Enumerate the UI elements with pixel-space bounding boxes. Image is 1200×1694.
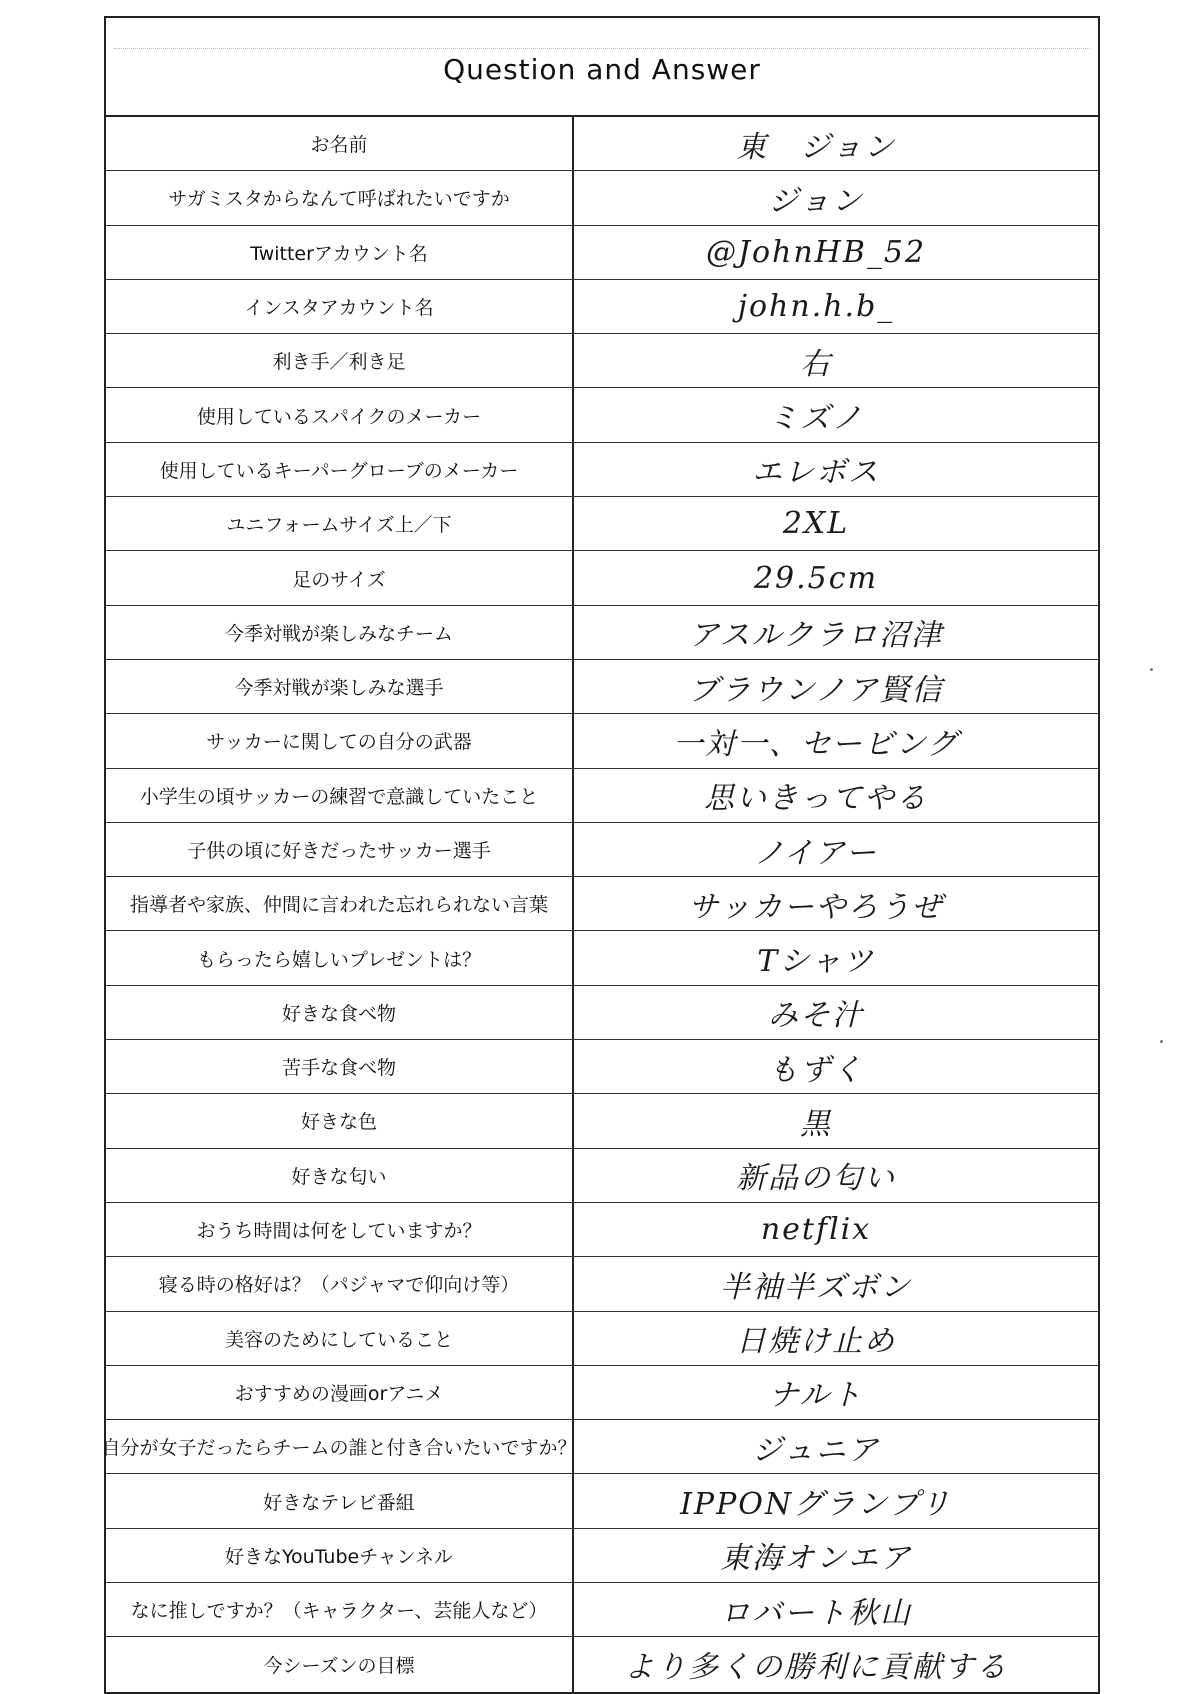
scan-speck [1160, 1040, 1163, 1043]
answer-cell: ミズノ [768, 401, 864, 437]
qa-row [106, 1474, 1098, 1528]
scan-speck [1150, 668, 1153, 671]
question-cell: 今季対戦が楽しみなチーム [106, 606, 574, 659]
question-cell: Twitterアカウント名 [106, 226, 574, 279]
answer-cell: @JohnHB_52 [705, 234, 927, 270]
answer-cell: ナルト [768, 1378, 864, 1414]
answer-cell: 東海オンエア [720, 1541, 912, 1577]
question-cell: 好きな食べ物 [106, 986, 574, 1039]
qa-row [106, 334, 1098, 388]
question-cell: 苦手な食べ物 [106, 1040, 574, 1093]
answer-cell: サッカーやろうぜ [688, 889, 944, 925]
answer-cell: john.h.b_ [737, 289, 895, 325]
answer-cell: アスルクラロ沼津 [688, 618, 944, 654]
question-cell: 好きな色 [106, 1094, 574, 1147]
question-cell: お名前 [106, 117, 574, 170]
answer-cell: ブラウンノア賢信 [688, 672, 944, 708]
answer-cell: エレボス [752, 455, 880, 491]
qa-row [106, 606, 1098, 660]
question-cell: ユニフォームサイズ上／下 [106, 497, 574, 550]
answer-cell: 黒 [800, 1106, 832, 1142]
qa-row [106, 1529, 1098, 1583]
question-cell: インスタアカウント名 [106, 280, 574, 333]
answer-cell: もずく [768, 1052, 864, 1088]
page-title: Question and Answer [443, 53, 761, 86]
answer-cell: Tシャツ [757, 944, 875, 980]
qa-row [101, 1420, 1098, 1474]
answer-cell: 2XL [782, 506, 850, 542]
answer-cell: 29.5cm [753, 560, 879, 596]
question-cell: もらったら嬉しいプレゼントは？ [106, 931, 574, 984]
answer-cell: 右 [800, 346, 832, 382]
answer-cell: 半袖半ズボン [720, 1269, 912, 1305]
question-cell: 今季対戦が楽しみな選手 [106, 660, 574, 713]
question-cell: 好きなYouTubeチャンネル [106, 1529, 574, 1582]
answer-cell: ロバート秋山 [720, 1595, 912, 1631]
qa-row [106, 714, 1098, 768]
question-cell: 小学生の頃サッカーの練習で意識していたこと [106, 769, 574, 822]
qa-row [106, 1203, 1098, 1257]
answer-cell: ジュニア [752, 1432, 880, 1468]
question-cell: 利き手／利き足 [106, 334, 574, 387]
qa-row [106, 551, 1098, 605]
question-cell: 好きなテレビ番組 [106, 1474, 574, 1527]
qa-row [106, 1149, 1098, 1203]
qa-row [106, 1637, 1098, 1691]
answer-cell: ジョン [768, 183, 864, 219]
qa-row [106, 660, 1098, 714]
qa-row [106, 1583, 1098, 1637]
qa-row [106, 1312, 1098, 1366]
answer-cell: 日焼け止め [736, 1324, 896, 1360]
answer-cell: より多くの勝利に貢献する [624, 1650, 1008, 1686]
qa-row [106, 1094, 1098, 1148]
answer-cell: netflix [760, 1212, 872, 1248]
qa-row [106, 1366, 1098, 1420]
question-cell: 使用しているスパイクのメーカー [106, 388, 574, 441]
question-cell: 美容のためにしていること [106, 1312, 574, 1365]
qa-row [106, 769, 1098, 823]
answer-cell: 思いきってやる [704, 781, 928, 817]
qa-row [106, 1040, 1098, 1094]
qa-row [106, 226, 1098, 280]
question-cell: 指導者や家族、仲間に言われた忘れられない言葉 [106, 877, 574, 930]
qa-row [106, 1257, 1098, 1311]
qa-row [106, 497, 1098, 551]
answer-cell: IPPONグランプリ [680, 1487, 952, 1523]
question-cell: サガミスタからなんて呼ばれたいですか [106, 171, 574, 224]
qa-sheet [101, 16, 1100, 1694]
qa-row [106, 877, 1098, 931]
answer-cell: ノイアー [754, 835, 878, 871]
qa-row [106, 280, 1098, 334]
qa-row [106, 823, 1098, 877]
title-row [106, 18, 1098, 117]
answer-cell: 新品の匂い [736, 1161, 896, 1197]
qa-row [106, 931, 1098, 985]
answer-cell: みそ汁 [768, 998, 864, 1034]
question-cell: なに推しですか？（キャラクター、芸能人など） [106, 1583, 574, 1636]
question-cell: おうち時間は何をしていますか？ [106, 1203, 574, 1256]
answer-cell: 東 ジョン [736, 129, 896, 165]
qa-table [101, 117, 1098, 1692]
qa-row [106, 171, 1098, 225]
question-cell: 自分が女子だったらチームの誰と付き合いたいですか？ [106, 1420, 574, 1473]
qa-row [106, 117, 1098, 171]
question-cell: 寝る時の格好は？（パジャマで仰向け等） [106, 1257, 574, 1310]
qa-row [106, 443, 1098, 497]
question-cell: 足のサイズ [106, 551, 574, 604]
question-cell: 今シーズンの目標 [106, 1637, 574, 1691]
question-cell: おすすめの漫画orアニメ [106, 1366, 574, 1419]
qa-row [106, 388, 1098, 442]
answer-cell: 一対一、セービング [672, 726, 960, 762]
question-cell: サッカーに関しての自分の武器 [106, 714, 574, 767]
question-cell: 使用しているキーパーグローブのメーカー [106, 443, 574, 496]
question-cell: 好きな匂い [106, 1149, 574, 1202]
question-cell: 子供の頃に好きだったサッカー選手 [106, 823, 574, 876]
qa-row [106, 986, 1098, 1040]
